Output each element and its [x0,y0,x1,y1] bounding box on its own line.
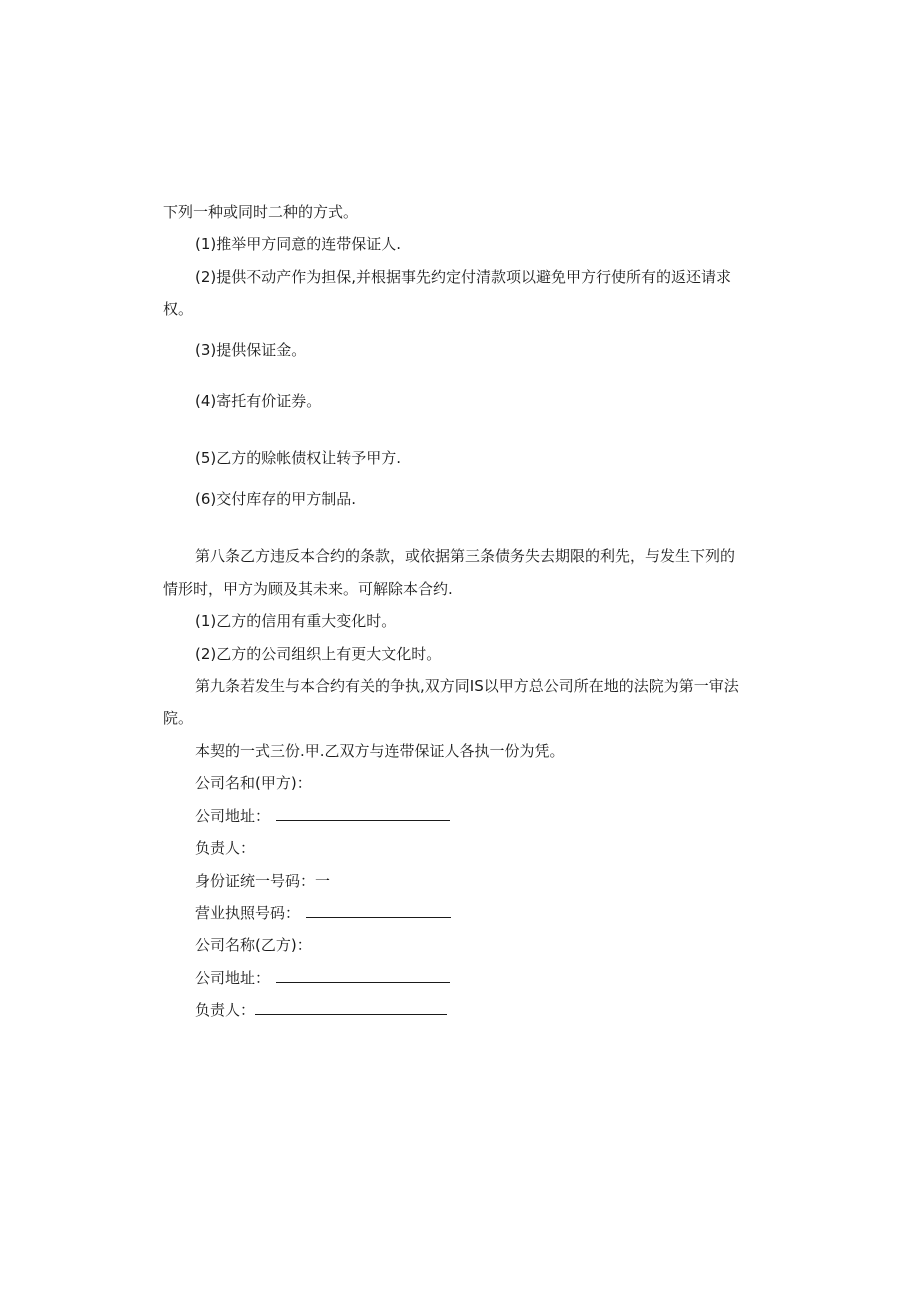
field-label: 公司地址： [195,969,271,987]
article-8-line: 情形时，甲方为顾及其未来。可解除本合约. [163,580,453,598]
address-field-b [195,968,450,988]
field-label: 负责人： [195,839,256,857]
blank-line [255,1000,447,1015]
paragraph-line: 本契的一式三份.甲.乙双方与连带保证人各执一份为凭。 [195,742,565,760]
article-9-line: 院。 [163,709,194,727]
address-field-a [195,806,450,826]
list-item: (2)提供不动产作为担保,并根据事先约定付清款项以避免甲方行使所有的返还请求 [195,268,732,286]
list-item: (1)乙方的信用有重大变化时。 [195,612,397,630]
field-label: 身份证统一号码：一 [195,872,331,890]
article-9-line: 第九条若发生与本合约有关的争执,双方同IS以甲方总公司所在地的法院为第一审法 [195,677,739,695]
blank-line [276,968,450,983]
list-item: (6)交付库存的甲方制品. [195,490,357,508]
list-item: (2)乙方的公司组织上有更大文化时。 [195,645,442,663]
field-label: 公司名和(甲方)： [195,774,312,792]
field-label: 营业执照号码： [195,904,301,922]
list-item: (1)推举甲方同意的连带保证人. [195,235,402,253]
list-item: (3)提供保证金。 [195,341,307,359]
blank-line [276,806,450,821]
field-label: 负责人： [195,1001,256,1019]
article-8-line: 第八条乙方违反本合约的条款，或依据第三条债务失去期限的利先，与发生下列的 [195,547,736,565]
paragraph-line: 权。 [163,300,194,318]
list-item: (4)寄托有价证券。 [195,392,322,410]
paragraph-line: 下列一种或同时二种的方式。 [163,203,359,221]
field-label: 公司名称(乙方)： [195,936,312,954]
field-label: 公司地址： [195,807,271,825]
responsible-field [195,1000,447,1020]
license-field [195,903,451,923]
blank-line [306,903,451,918]
list-item: (5)乙方的赊帐债权让转予甲方. [195,449,402,467]
